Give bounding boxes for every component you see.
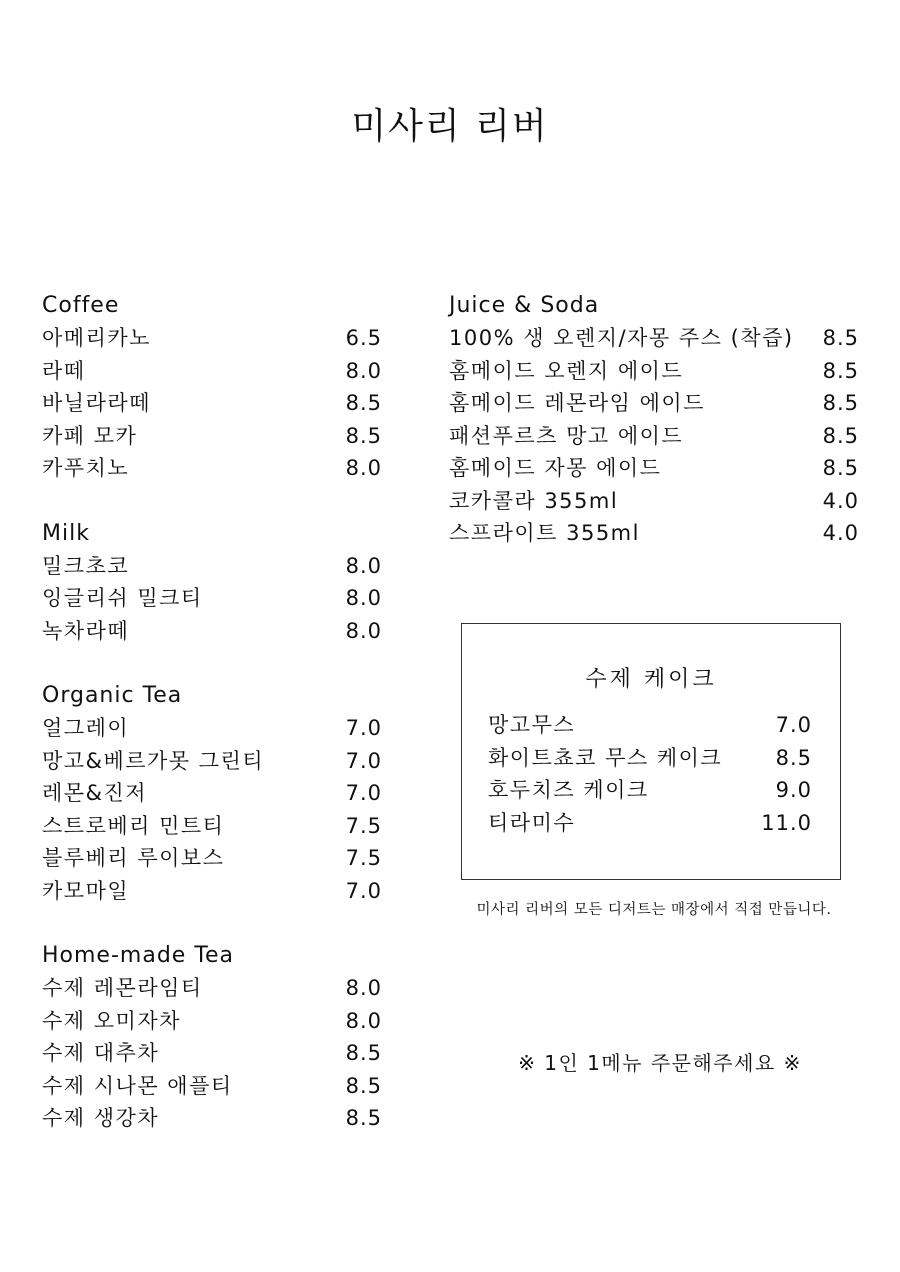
item-name: 호두치즈 케이크: [488, 778, 649, 802]
menu-item: [488, 709, 812, 742]
item-name: 망고무스: [488, 713, 576, 737]
menu-item: [42, 1037, 382, 1070]
item-price: 4.0: [822, 521, 859, 545]
item-price: 8.0: [345, 1008, 382, 1033]
item-price: 9.0: [775, 778, 812, 802]
item-name: 블루베리 루이보스: [42, 846, 225, 870]
item-price: 7.5: [345, 846, 382, 870]
item-name: 바닐라라떼: [42, 391, 151, 415]
item-name: 수제 대추차: [42, 1041, 160, 1065]
section-title: Milk: [42, 520, 90, 546]
cake-menu-box: [461, 623, 841, 880]
item-price: 6.5: [345, 326, 382, 350]
item-name: 홈메이드 레몬라임 에이드: [449, 391, 705, 415]
menu-item: [42, 387, 382, 420]
item-price: 7.0: [345, 716, 382, 740]
item-price: 7.0: [345, 878, 382, 903]
item-name: 라떼: [42, 358, 86, 383]
menu-item: [449, 387, 859, 420]
section-title: Juice & Soda: [449, 293, 600, 318]
item-price: 8.0: [345, 358, 382, 383]
item-price: 8.5: [822, 456, 859, 480]
cake-section-title: 수제 케이크: [585, 667, 717, 692]
menu-item: [488, 742, 812, 775]
item-price: 8.5: [822, 326, 859, 350]
left-menu-column: [42, 290, 382, 1168]
item-name: 밀크초코: [42, 553, 130, 578]
menu-item: [42, 842, 382, 875]
section-coffee: [42, 290, 382, 485]
item-name: 카모마일: [42, 878, 130, 903]
menu-item: [42, 550, 382, 583]
section-juice-soda: [449, 290, 859, 550]
item-price: 8.0: [345, 586, 382, 610]
item-name: 얼그레이: [42, 716, 130, 740]
menu-item: [449, 355, 859, 388]
section-title: Organic Tea: [42, 683, 183, 708]
item-price: 7.0: [345, 748, 382, 773]
menu-item: [42, 1102, 382, 1135]
item-price: 8.5: [345, 1073, 382, 1098]
item-name: 화이트쵸코 무스 케이크: [488, 745, 723, 770]
item-price: 8.5: [345, 423, 382, 448]
item-price: 8.5: [822, 358, 859, 383]
right-menu-column: [449, 290, 859, 583]
item-price: 8.0: [345, 456, 382, 480]
menu-item: [488, 774, 812, 807]
item-name: 패션푸르츠 망고 에이드: [449, 423, 684, 448]
section-title: Home-made Tea: [42, 943, 235, 968]
item-name: 카푸치노: [42, 456, 130, 480]
item-name: 코카콜라 355ml: [449, 488, 619, 513]
section-home-made-tea: [42, 940, 382, 1135]
item-price: 7.0: [345, 781, 382, 805]
item-price: 8.5: [822, 391, 859, 415]
item-name: 수제 생강차: [42, 1106, 160, 1130]
dessert-note: 미사리 리버의 모든 디저트는 매장에서 직접 만듭니다.: [476, 902, 832, 918]
menu-item: [449, 420, 859, 453]
menu-item: [42, 875, 382, 908]
order-notice: ※ 1인 1메뉴 주문해주세요 ※: [518, 1051, 802, 1075]
menu-item: [42, 1005, 382, 1038]
item-name: 수제 레몬라임티: [42, 976, 203, 1000]
menu-item: [42, 582, 382, 615]
item-price: 7.0: [775, 713, 812, 737]
item-price: 4.0: [822, 488, 859, 513]
item-name: 스트로베리 민트티: [42, 813, 225, 838]
menu-item: [449, 452, 859, 485]
menu-item: [42, 420, 382, 453]
menu-item: [42, 1070, 382, 1103]
item-price: 11.0: [761, 810, 812, 835]
item-name: 100% 생 오렌지/자몽 주스 (착즙): [449, 326, 794, 350]
item-name: 녹차라떼: [42, 618, 130, 643]
item-name: 티라미수: [488, 810, 576, 835]
item-name: 아메리카노: [42, 326, 151, 350]
item-name: 망고&베르가못 그린티: [42, 748, 265, 773]
item-name: 레몬&진저: [42, 781, 148, 805]
item-name: 잉글리쉬 밀크티: [42, 586, 203, 610]
item-name: 수제 오미자차: [42, 1008, 181, 1033]
item-price: 8.0: [345, 553, 382, 578]
item-price: 8.5: [775, 745, 812, 770]
item-name: 수제 시나몬 애플티: [42, 1073, 233, 1098]
item-name: 카페 모카: [42, 423, 138, 448]
menu-title: 미사리 리버: [351, 106, 549, 147]
item-price: 7.5: [345, 813, 382, 838]
menu-item: [42, 322, 382, 355]
menu-item: [42, 355, 382, 388]
item-name: 홈메이드 자몽 에이드: [449, 456, 662, 480]
item-name: 스프라이트 355ml: [449, 521, 640, 545]
item-price: 8.5: [345, 1106, 382, 1130]
section-title: Coffee: [42, 293, 120, 318]
item-price: 8.5: [822, 423, 859, 448]
item-price: 8.0: [345, 976, 382, 1000]
item-price: 8.5: [345, 391, 382, 415]
menu-item: [449, 517, 859, 550]
menu-item: [42, 452, 382, 485]
menu-item: [42, 972, 382, 1005]
menu-item: [42, 745, 382, 778]
menu-item: [449, 485, 859, 518]
menu-item: [488, 807, 812, 840]
menu-item: [42, 777, 382, 810]
menu-item: [449, 322, 859, 355]
item-price: 8.0: [345, 618, 382, 643]
section-milk: [42, 518, 382, 648]
item-name: 홈메이드 오렌지 에이드: [449, 358, 684, 383]
item-price: 8.5: [345, 1041, 382, 1065]
section-organic-tea: [42, 680, 382, 907]
menu-item: [42, 810, 382, 843]
menu-item: [42, 615, 382, 648]
menu-item: [42, 712, 382, 745]
cake-list: [488, 709, 812, 839]
